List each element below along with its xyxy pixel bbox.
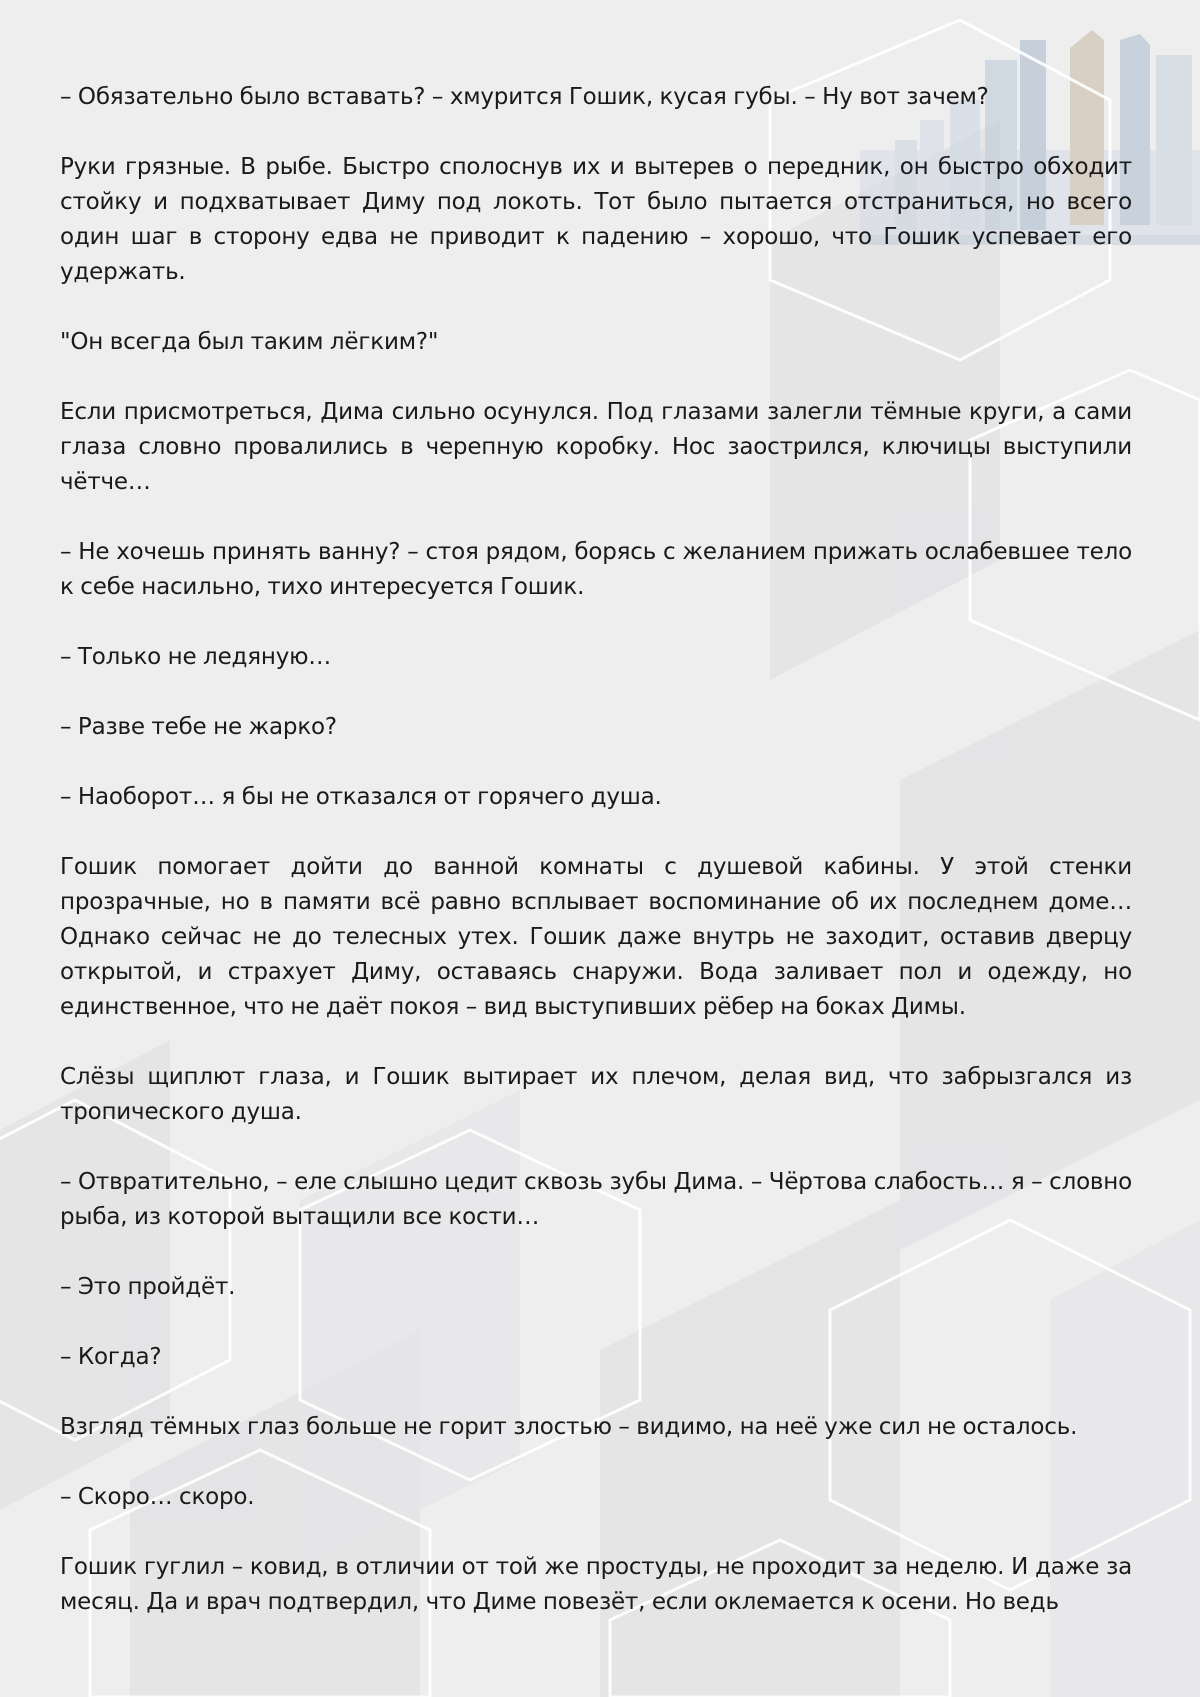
- paragraph: Гошик помогает дойти до ванной комнаты с душевой кабины. У этой стенки прозрачные, но в памяти всё равно всплывает воспоминание об их последнем доме… Однако сейчас не до телесных утех. Гошик даже внутрь не заходит, оставив дверцу открытой, и страхует Диму, оставаясь снаружи. Вода заливает пол и одежду, но единственное, что не даёт покоя – вид выступивших рёбер на боках Димы.: [60, 854, 1132, 1020]
- paragraph: Руки грязные. В рыбе. Быстро сполоснув их и вытерев о передник, он быстро обходит стойку и подхватывает Диму под локоть. Тот было пытается отстраниться, но всего один шаг в сторону едва не приводит к падению – хорошо, что Гошик успевает его удержать.: [60, 154, 1132, 285]
- paragraph: "Он всегда был таким лёгким?": [60, 329, 439, 355]
- paragraph: – Отвратительно, – еле слышно цедит сквозь зубы Дима. – Чёртова слабость… я – словно рыба, из которой вытащили все кости…: [60, 1169, 1132, 1230]
- paragraph: – Только не ледяную…: [60, 644, 332, 670]
- paragraph: – Не хочешь принять ванну? – стоя рядом, борясь с желанием прижать ослабевшее тело к себе насильно, тихо интересуется Гошик.: [60, 539, 1132, 600]
- paragraph: Слёзы щиплют глаза, и Гошик вытирает их плечом, делая вид, что забрызгался из тропического душа.: [60, 1064, 1132, 1125]
- paragraph: – Наоборот… я бы не отказался от горячего душа.: [60, 784, 662, 810]
- paragraph: Если присмотреться, Дима сильно осунулся. Под глазами залегли тёмные круги, а сами глаза словно провалились в черепную коробку. Нос заострился, ключицы выступили чётче…: [60, 399, 1132, 495]
- paragraph: – Скоро… скоро.: [60, 1484, 255, 1510]
- document-body: [60, 80, 1132, 1620]
- paragraph: – Когда?: [60, 1344, 162, 1370]
- paragraph: Гошик гуглил – ковид, в отличии от той же простуды, не проходит за неделю. И даже за месяц. Да и врач подтвердил, что Диме повезёт, если оклемается к осени. Но ведь: [60, 1554, 1132, 1615]
- paragraph: Взгляд тёмных глаз больше не горит злостью – видимо, на неё уже сил не осталось.: [60, 1414, 1078, 1440]
- paragraph: – Обязательно было вставать? – хмурится Гошик, кусая губы. – Ну вот зачем?: [60, 84, 989, 110]
- paragraph: – Разве тебе не жарко?: [60, 714, 337, 740]
- paragraph: – Это пройдёт.: [60, 1274, 236, 1300]
